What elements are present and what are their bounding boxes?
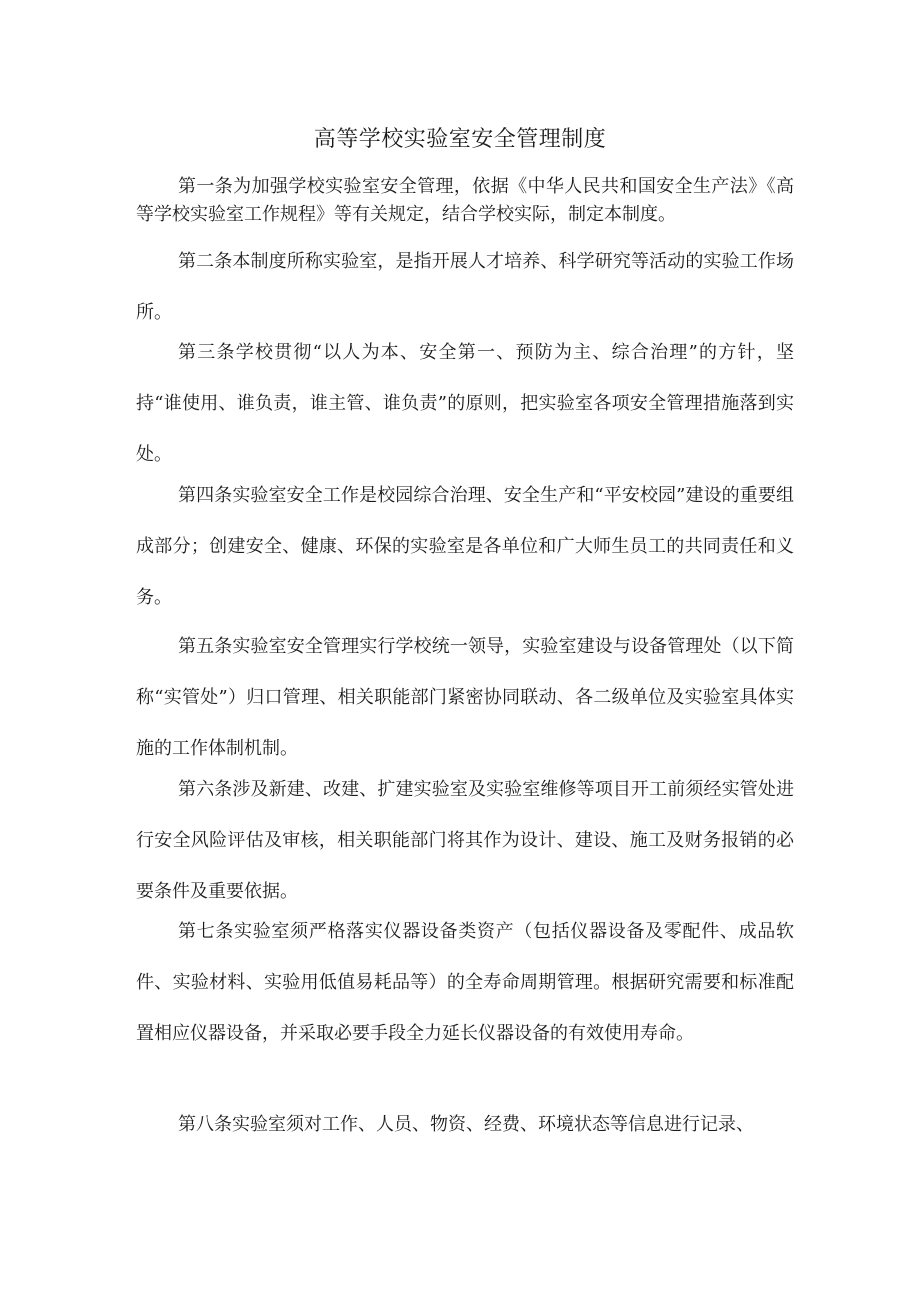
- document-title: 高等学校实验室安全管理制度: [313, 127, 607, 152]
- article-8-paragraph: 第八条实验室须对工作、人员、物资、经费、环境状态等信息进行记录、: [178, 1114, 754, 1135]
- article-4-paragraph: 第四条实验室安全工作是校园综合治理、安全生产和“平安校园”建设的重要组成部分；创建安全、健康、环保的实验室是各单位和广大师生员工的共同责任和义务。: [136, 485, 794, 608]
- article-3-paragraph: 第三条学校贯彻“以人为本、安全第一、预防为主、综合治理”的方针，坚持“谁使用、谁负责，谁主管、谁负责”的原则，把实验室各项安全管理措施落到实处。: [136, 342, 794, 465]
- article-7-paragraph: 第七条实验室须严格落实仪器设备类资产（包括仪器设备及零配件、成品软件、实验材料、实验用低值易耗品等）的全寿命周期管理。根据研究需要和标准配置相应仪器设备，并采取必要手段全力延长仪器设备的有效使用寿命。: [136, 921, 794, 1044]
- article-5-paragraph: 第五条实验室安全管理实行学校统一领导，实验室建设与设备管理处（以下简称“实管处”）归口管理、相关职能部门紧密协同联动、各二级单位及实验室具体实施的工作体制机制。: [136, 636, 794, 759]
- article-6-paragraph: 第六条涉及新建、改建、扩建实验室及实验室维修等项目开工前须经实管处进行安全风险评估及审核，相关职能部门将其作为设计、建设、施工及财务报销的必要条件及重要依据。: [136, 779, 794, 902]
- article-2-paragraph: 第二条本制度所称实验室，是指开展人才培养、科学研究等活动的实验工作场所。: [136, 251, 794, 323]
- article-1-paragraph: 第一条为加强学校实验室安全管理，依据《中华人民共和国安全生产法》《高等学校实验室工作规程》等有关规定，结合学校实际，制定本制度。: [136, 176, 794, 225]
